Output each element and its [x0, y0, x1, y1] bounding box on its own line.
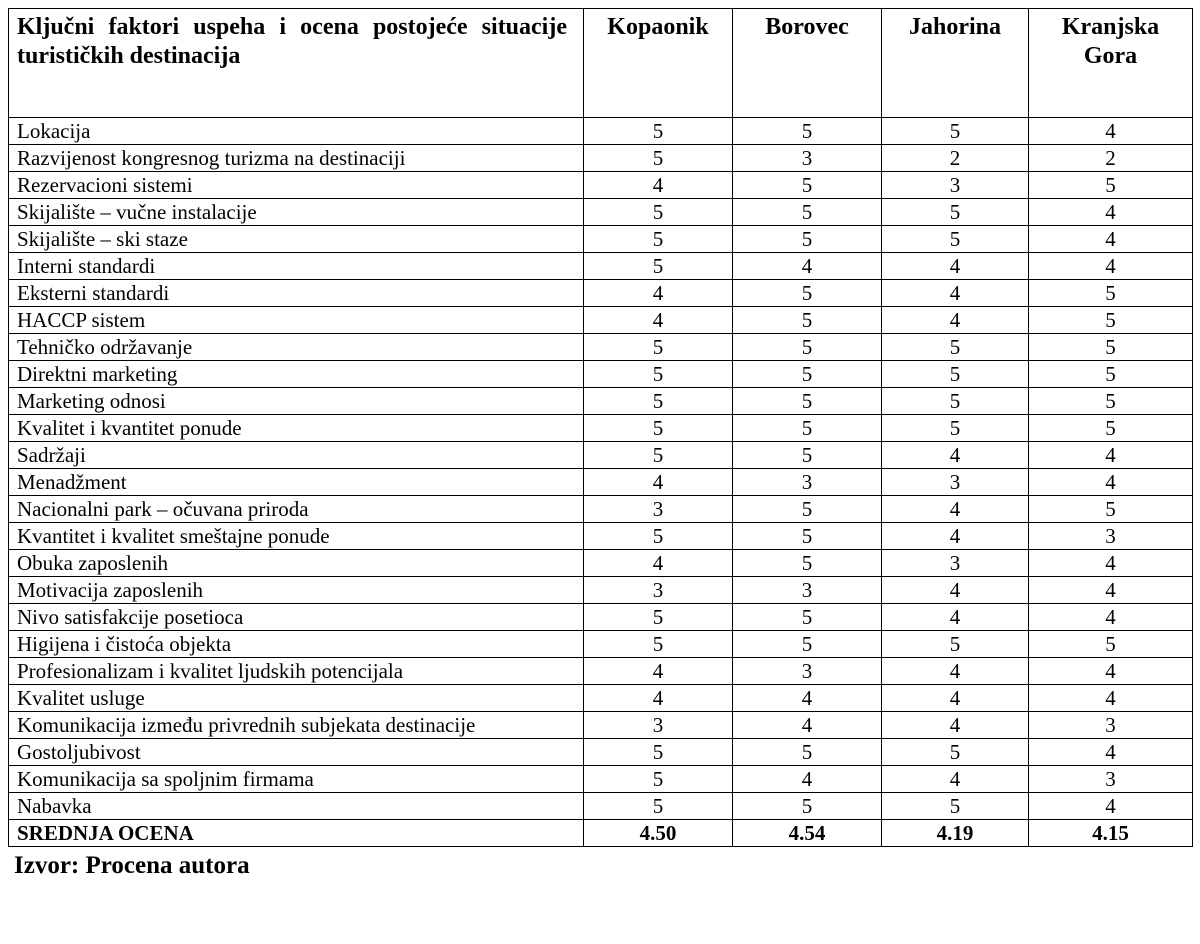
average-jahorina: 4.19: [882, 820, 1029, 847]
table-row: [9, 118, 1193, 145]
score-kopaonik: 5: [584, 523, 733, 550]
score-borovec: 3: [733, 469, 882, 496]
score-kopaonik: 5: [584, 739, 733, 766]
table-row: [9, 280, 1193, 307]
score-kranjska-gora: 4: [1029, 550, 1193, 577]
score-borovec: 5: [733, 226, 882, 253]
factor-label: Kvalitet usluge: [9, 685, 584, 712]
score-jahorina: 4: [882, 604, 1029, 631]
score-jahorina: 5: [882, 118, 1029, 145]
score-kopaonik: 5: [584, 604, 733, 631]
score-kopaonik: 5: [584, 253, 733, 280]
average-kopaonik: 4.50: [584, 820, 733, 847]
score-kopaonik: 5: [584, 199, 733, 226]
rating-table: [8, 8, 1193, 847]
score-jahorina: 3: [882, 550, 1029, 577]
score-borovec: 5: [733, 388, 882, 415]
score-kranjska-gora: 5: [1029, 280, 1193, 307]
score-borovec: 3: [733, 658, 882, 685]
header-jahorina: Jahorina: [882, 9, 1029, 118]
score-jahorina: 5: [882, 334, 1029, 361]
score-jahorina: 4: [882, 685, 1029, 712]
score-kopaonik: 3: [584, 577, 733, 604]
table-row: [9, 685, 1193, 712]
factor-label: Nabavka: [9, 793, 584, 820]
score-jahorina: 5: [882, 226, 1029, 253]
factor-label: Profesionalizam i kvalitet ljudskih potencijala: [9, 658, 584, 685]
score-kranjska-gora: 5: [1029, 361, 1193, 388]
factor-label: Lokacija: [9, 118, 584, 145]
score-kranjska-gora: 5: [1029, 415, 1193, 442]
table-row: [9, 226, 1193, 253]
table-row: [9, 388, 1193, 415]
score-kranjska-gora: 3: [1029, 712, 1193, 739]
factor-label: Obuka zaposlenih: [9, 550, 584, 577]
score-borovec: 4: [733, 712, 882, 739]
score-jahorina: 3: [882, 469, 1029, 496]
table-row: [9, 415, 1193, 442]
score-kopaonik: 5: [584, 118, 733, 145]
score-kranjska-gora: 4: [1029, 658, 1193, 685]
score-kranjska-gora: 4: [1029, 118, 1193, 145]
score-kranjska-gora: 4: [1029, 469, 1193, 496]
factor-label: Komunikacija sa spoljnim firmama: [9, 766, 584, 793]
factor-label: Skijalište – vučne instalacije: [9, 199, 584, 226]
score-kopaonik: 5: [584, 226, 733, 253]
table-row: [9, 577, 1193, 604]
score-kranjska-gora: 5: [1029, 631, 1193, 658]
score-kranjska-gora: 4: [1029, 442, 1193, 469]
score-kopaonik: 5: [584, 334, 733, 361]
table-row: [9, 604, 1193, 631]
score-borovec: 5: [733, 307, 882, 334]
document-page: [8, 8, 1192, 881]
score-jahorina: 4: [882, 712, 1029, 739]
score-borovec: 3: [733, 577, 882, 604]
score-kopaonik: 3: [584, 712, 733, 739]
table-row: [9, 658, 1193, 685]
score-kranjska-gora: 4: [1029, 226, 1193, 253]
average-kranjska-gora: 4.15: [1029, 820, 1193, 847]
score-jahorina: 4: [882, 577, 1029, 604]
table-row: [9, 334, 1193, 361]
table-row: [9, 523, 1193, 550]
score-borovec: 5: [733, 118, 882, 145]
score-borovec: 5: [733, 361, 882, 388]
score-borovec: 4: [733, 766, 882, 793]
score-kopaonik: 5: [584, 361, 733, 388]
factor-label: Menadžment: [9, 469, 584, 496]
factor-label: HACCP sistem: [9, 307, 584, 334]
header-kranjska-gora: Kranjska Gora: [1029, 9, 1193, 118]
score-borovec: 5: [733, 442, 882, 469]
average-borovec: 4.54: [733, 820, 882, 847]
score-jahorina: 5: [882, 361, 1029, 388]
factor-label: Tehničko održavanje: [9, 334, 584, 361]
score-kopaonik: 5: [584, 415, 733, 442]
score-jahorina: 5: [882, 631, 1029, 658]
table-row: [9, 442, 1193, 469]
factor-label: Gostoljubivost: [9, 739, 584, 766]
score-jahorina: 5: [882, 199, 1029, 226]
score-kopaonik: 4: [584, 280, 733, 307]
score-borovec: 5: [733, 550, 882, 577]
score-kopaonik: 5: [584, 442, 733, 469]
score-kranjska-gora: 4: [1029, 793, 1193, 820]
header-kopaonik: Kopaonik: [584, 9, 733, 118]
score-kopaonik: 3: [584, 496, 733, 523]
factor-label: Rezervacioni sistemi: [9, 172, 584, 199]
factor-label: Eksterni standardi: [9, 280, 584, 307]
score-kranjska-gora: 4: [1029, 739, 1193, 766]
score-borovec: 4: [733, 685, 882, 712]
factor-label: Razvijenost kongresnog turizma na destinaciji: [9, 145, 584, 172]
score-kranjska-gora: 4: [1029, 199, 1193, 226]
score-kranjska-gora: 4: [1029, 577, 1193, 604]
score-jahorina: 5: [882, 388, 1029, 415]
table-row: [9, 253, 1193, 280]
score-jahorina: 4: [882, 442, 1029, 469]
table-row: [9, 145, 1193, 172]
table-row: [9, 361, 1193, 388]
score-jahorina: 4: [882, 253, 1029, 280]
header-factors: Ključni faktori uspeha i ocena postojeće situacije turističkih destinacija: [9, 9, 584, 118]
table-row: [9, 469, 1193, 496]
average-label: SREDNJA OCENA: [9, 820, 584, 847]
table-row: [9, 307, 1193, 334]
score-kopaonik: 5: [584, 145, 733, 172]
score-borovec: 4: [733, 253, 882, 280]
score-kranjska-gora: 5: [1029, 496, 1193, 523]
table-row: [9, 739, 1193, 766]
score-jahorina: 5: [882, 739, 1029, 766]
score-jahorina: 4: [882, 307, 1029, 334]
factor-label: Direktni marketing: [9, 361, 584, 388]
factor-label: Marketing odnosi: [9, 388, 584, 415]
score-borovec: 5: [733, 334, 882, 361]
score-jahorina: 3: [882, 172, 1029, 199]
table-row: [9, 172, 1193, 199]
factor-label: Kvalitet i kvantitet ponude: [9, 415, 584, 442]
score-borovec: 5: [733, 523, 882, 550]
score-borovec: 5: [733, 496, 882, 523]
score-jahorina: 4: [882, 523, 1029, 550]
score-kopaonik: 5: [584, 793, 733, 820]
factor-label: Nacionalni park – očuvana priroda: [9, 496, 584, 523]
score-kopaonik: 4: [584, 307, 733, 334]
score-borovec: 5: [733, 199, 882, 226]
table-row: [9, 550, 1193, 577]
score-borovec: 5: [733, 415, 882, 442]
factor-label: Sadržaji: [9, 442, 584, 469]
score-jahorina: 4: [882, 766, 1029, 793]
score-kranjska-gora: 4: [1029, 604, 1193, 631]
score-borovec: 5: [733, 631, 882, 658]
source-note: Izvor: Procena autora: [14, 852, 250, 879]
score-borovec: 5: [733, 739, 882, 766]
score-kopaonik: 4: [584, 685, 733, 712]
table-row: [9, 496, 1193, 523]
score-kranjska-gora: 4: [1029, 253, 1193, 280]
score-kranjska-gora: 5: [1029, 307, 1193, 334]
score-borovec: 3: [733, 145, 882, 172]
score-kranjska-gora: 4: [1029, 685, 1193, 712]
header-borovec: Borovec: [733, 9, 882, 118]
factor-label: Nivo satisfakcije posetioca: [9, 604, 584, 631]
factor-label: Komunikacija između privrednih subjekata destinacije: [9, 712, 584, 739]
factor-label: Interni standardi: [9, 253, 584, 280]
score-kranjska-gora: 3: [1029, 523, 1193, 550]
score-kopaonik: 5: [584, 631, 733, 658]
table-row: [9, 793, 1193, 820]
factor-label: Motivacija zaposlenih: [9, 577, 584, 604]
table-row: [9, 712, 1193, 739]
factor-label: Higijena i čistoća objekta: [9, 631, 584, 658]
score-jahorina: 4: [882, 496, 1029, 523]
score-kranjska-gora: 5: [1029, 388, 1193, 415]
score-kopaonik: 4: [584, 172, 733, 199]
score-borovec: 5: [733, 604, 882, 631]
score-jahorina: 4: [882, 658, 1029, 685]
table-row: [9, 766, 1193, 793]
score-jahorina: 5: [882, 793, 1029, 820]
score-kopaonik: 4: [584, 658, 733, 685]
score-kranjska-gora: 2: [1029, 145, 1193, 172]
score-kranjska-gora: 5: [1029, 334, 1193, 361]
factor-label: Skijalište – ski staze: [9, 226, 584, 253]
score-kopaonik: 4: [584, 469, 733, 496]
average-row: [9, 820, 1193, 847]
score-jahorina: 5: [882, 415, 1029, 442]
score-jahorina: 2: [882, 145, 1029, 172]
header-row: [9, 9, 1193, 118]
score-borovec: 5: [733, 172, 882, 199]
score-borovec: 5: [733, 793, 882, 820]
score-jahorina: 4: [882, 280, 1029, 307]
score-kranjska-gora: 5: [1029, 172, 1193, 199]
table-body: [9, 118, 1193, 847]
table-row: [9, 199, 1193, 226]
score-kopaonik: 5: [584, 388, 733, 415]
score-kopaonik: 5: [584, 766, 733, 793]
factor-label: Kvantitet i kvalitet smeštajne ponude: [9, 523, 584, 550]
score-kranjska-gora: 3: [1029, 766, 1193, 793]
score-kopaonik: 4: [584, 550, 733, 577]
table-row: [9, 631, 1193, 658]
score-borovec: 5: [733, 280, 882, 307]
